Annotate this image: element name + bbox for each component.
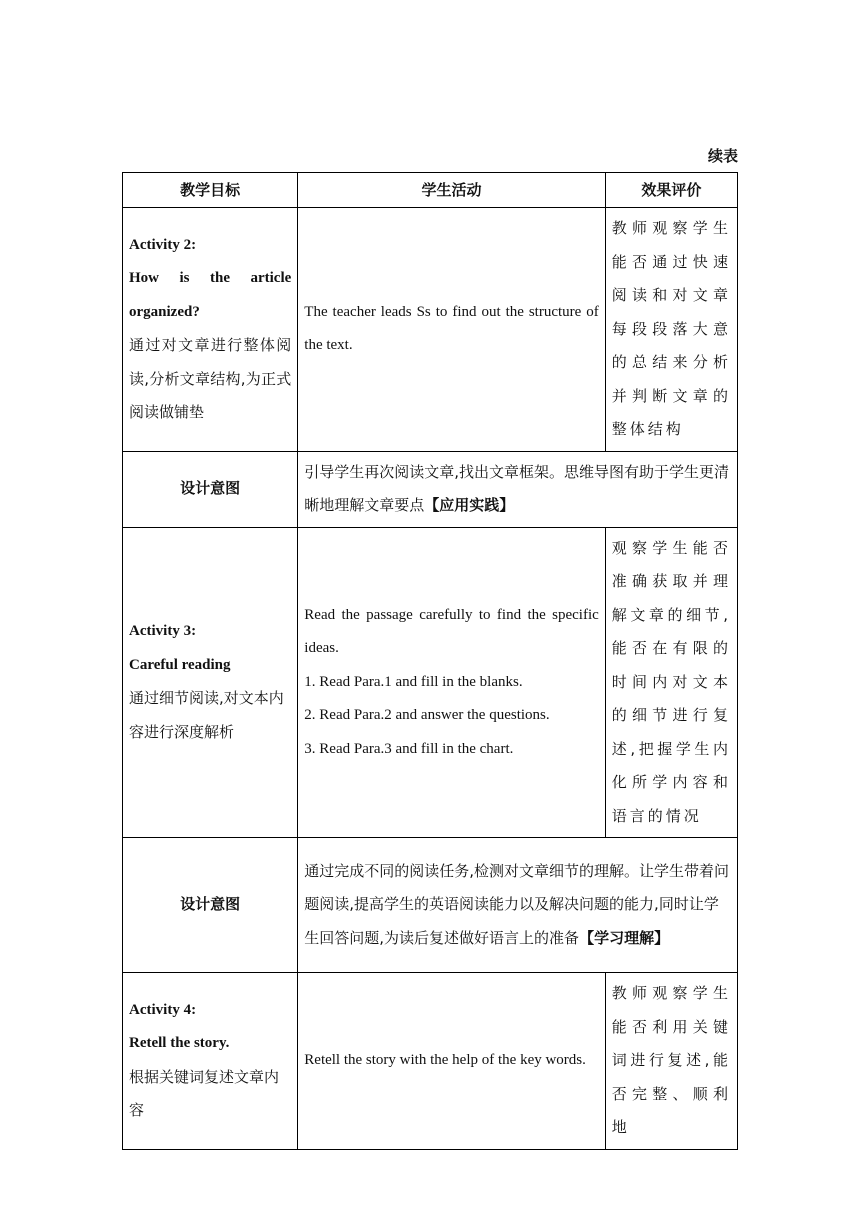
evaluation-cell: 观察学生能否准确获取并理解文章的细节,能否在有限的时间内对文本的细节进行复述,把握学生内化所学内容和语言的情况: [605, 527, 737, 838]
intent-text-cell: [298, 838, 738, 973]
intent-label: 设计意图: [123, 451, 298, 527]
activity-line: The teacher leads Ss to find out the structure of the text.: [304, 303, 599, 354]
activity-number: Activity 2:: [129, 236, 197, 253]
objective-text: 通过细节阅读,对文本内容进行深度解析: [129, 689, 284, 741]
intent-text: 通过完成不同的阅读任务,检测对文章细节的理解。让学生带着问题阅读,提高学生的英语阅读能力以及解决问题的能力,同时让学生回答问题,为读后复述做好语言上的准备: [304, 861, 730, 947]
activity-line: Retell the story with the help of the key words.: [304, 1052, 586, 1068]
activity-cell: [298, 973, 606, 1150]
objective-cell: [123, 973, 298, 1150]
activity-cell: [298, 527, 606, 838]
objective-text: 通过对文章进行整体阅读,分析文章结构,为正式阅读做铺垫: [129, 336, 292, 422]
intent-label: 设计意图: [123, 838, 298, 973]
intent-text-cell: [298, 451, 738, 527]
table-row: [123, 208, 738, 452]
table-row: [123, 973, 738, 1150]
objective-cell: [123, 527, 298, 838]
activity-line: 2. Read Para.2 and answer the questions.: [304, 707, 550, 723]
intent-text: 引导学生再次阅读文章,找出文章框架。思维导图有助于学生更清晰地理解文章要点: [304, 462, 730, 514]
header-objective: 教学目标: [123, 173, 298, 208]
continuation-label: 续表: [707, 147, 738, 165]
objective-text: 根据关键词复述文章内容: [129, 1067, 280, 1120]
intent-tag: 【应用实践】: [424, 496, 515, 514]
table-row: [123, 451, 738, 527]
evaluation-cell: 教师观察学生能否通过快速阅读和对文章每段段落大意的总结来分析并判断文章的整体结构: [605, 208, 737, 452]
activity-title: How is the article organized?: [129, 270, 292, 320]
activity-line: 3. Read Para.3 and fill in the chart.: [304, 740, 514, 757]
intent-tag: 【学习理解】: [579, 928, 670, 947]
activity-number: Activity 4:: [129, 1001, 197, 1018]
table-header-row: [123, 173, 738, 208]
lesson-plan-table: [122, 172, 738, 1150]
activity-title: Retell the story.: [129, 1035, 230, 1052]
activity-cell: [298, 208, 606, 452]
evaluation-cell: 教师观察学生能否利用关键词进行复述,能否完整、顺利地: [605, 973, 737, 1150]
header-evaluation: 效果评价: [605, 173, 737, 208]
table-row: [123, 527, 738, 838]
activity-line: 1. Read Para.1 and fill in the blanks.: [304, 673, 523, 690]
objective-cell: [123, 208, 298, 452]
header-activity: 学生活动: [298, 173, 606, 208]
activity-line: Read the passage carefully to find the specific ideas.: [304, 606, 599, 656]
table-row: [123, 838, 738, 973]
activity-number: Activity 3:: [129, 623, 197, 640]
activity-title: Careful reading: [129, 656, 231, 673]
